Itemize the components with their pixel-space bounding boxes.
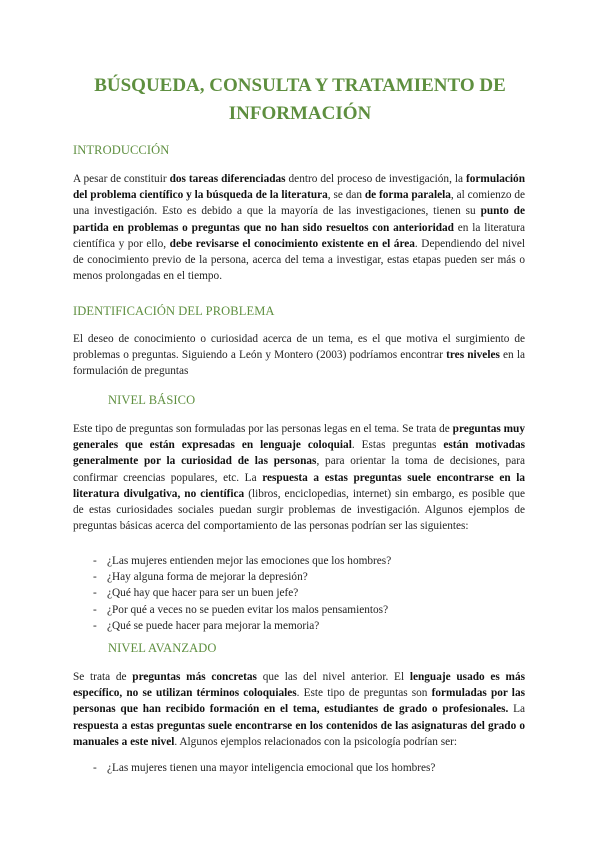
document-title: BÚSQUEDA, CONSULTA Y TRATAMIENTO DE INFORMACIÓN (94, 75, 506, 124)
list-item: - ¿Hay alguna forma de mejorar la depresión? (93, 569, 525, 585)
list-item: - ¿Por qué a veces no se pueden evitar los malos pensamientos? (93, 602, 525, 618)
text-segment: que las del nivel anterior. El (256, 671, 410, 683)
bold-text-segment: debe revisarse el conocimiento existente en el área (169, 237, 415, 250)
bold-text-segment: punto de partida en problemas o preguntas que no han sido resueltos con anterioridad (73, 205, 525, 234)
text-segment: , para orientar la toma de decisiones, para confirmar creencias populares, etc. La (73, 455, 525, 484)
section-heading-nivel-basico: NIVEL BÁSICO (108, 393, 196, 407)
nivel-avanzado-paragraph (73, 669, 525, 750)
text-segment: . Dependiendo del nivel de conocimiento previo de la persona, acerca del tema a investigar, estas etapas pueden ser más o menos prolongadas en el tiempo. (73, 237, 525, 283)
text-segment: , al comienzo de una investigación. Esto es debido a que la mayoría de las investigaciones, tienen su (73, 189, 525, 218)
bold-text-segment: lenguaje usado es más específico, no se utilizan términos coloquiales (73, 671, 526, 700)
bold-text-segment: formulación del problema científico y la búsqueda de la literatura (73, 173, 525, 202)
text-segment: El deseo de conocimiento o curiosidad acerca de un tema, es el que motiva el surgimiento de problemas o preguntas. Siguiendo a León y Montero (2003) podríamos encontrar (73, 333, 525, 362)
text-segment: A pesar de constituir (73, 173, 170, 185)
text-segment: (libros, enciclopedias, internet) sin embargo, es posible que de estas curiosidades sociales puedan surgir problemas de investigación. Algunos ejemplos de preguntas básicas acerca del comportamiento de las personas podrían ser las siguientes: (73, 487, 525, 533)
text-segment: en la literatura científica y por ello, (73, 221, 525, 250)
text-segment: en la formulación de preguntas (73, 349, 525, 378)
list-item: - ¿Qué hay que hacer para ser un buen jefe? (93, 585, 525, 601)
identificacion-paragraph (73, 331, 525, 380)
section-heading-introduccion: INTRODUCCIÓN (73, 143, 170, 157)
bold-text-segment: respuesta a estas preguntas suele encontrarse en la literatura divulgativa, no científica (73, 471, 526, 500)
text-segment: . Estas preguntas (351, 439, 444, 452)
bold-text-segment: tres niveles (446, 349, 500, 362)
nivel-basico-paragraph (73, 421, 525, 534)
bold-text-segment: de forma paralela (364, 189, 451, 202)
bold-text-segment: dos tareas diferenciadas (169, 173, 286, 185)
bold-text-segment: respuesta a estas preguntas suele encontrarse en los contenidos de las asignaturas del grado o manuales a este nivel (73, 719, 525, 748)
list-item: - ¿Las mujeres tienen una mayor inteligencia emocional que los hombres? (93, 760, 525, 776)
text-segment: , se dan (327, 189, 365, 202)
text-segment: La (508, 703, 525, 716)
section-heading-nivel-avanzado: NIVEL AVANZADO (108, 641, 217, 655)
section-heading-identificacion: IDENTIFICACIÓN DEL PROBLEMA (73, 304, 275, 318)
bold-text-segment: formuladas por las personas que han recibido formación en el tema, estudiantes de grado o profesionales. (73, 687, 525, 716)
bold-text-segment: están motivadas generalmente por la curiosidad de las personas (73, 439, 525, 468)
text-segment: . Algunos ejemplos relacionados con la psicología podrían ser: (174, 735, 458, 748)
text-segment: Se trata de (73, 671, 133, 683)
bold-text-segment: preguntas más concretas (132, 671, 257, 683)
list-item: - ¿Qué se puede hacer para mejorar la memoria? (93, 618, 525, 634)
text-segment: dentro del proceso de investigación, la (285, 173, 466, 185)
intro-paragraph (73, 171, 525, 284)
text-segment: . Este tipo de preguntas son (296, 687, 432, 700)
bold-text-segment: preguntas muy generales que están expresadas en lenguaje coloquial (73, 423, 525, 452)
text-segment: Este tipo de preguntas son formuladas por las personas legas en el tema. Se trata de (73, 423, 453, 435)
nivel-avanzado-examples (93, 760, 525, 776)
list-item: - ¿Las mujeres entienden mejor las emociones que los hombres? (93, 553, 525, 569)
nivel-basico-examples (93, 553, 525, 634)
